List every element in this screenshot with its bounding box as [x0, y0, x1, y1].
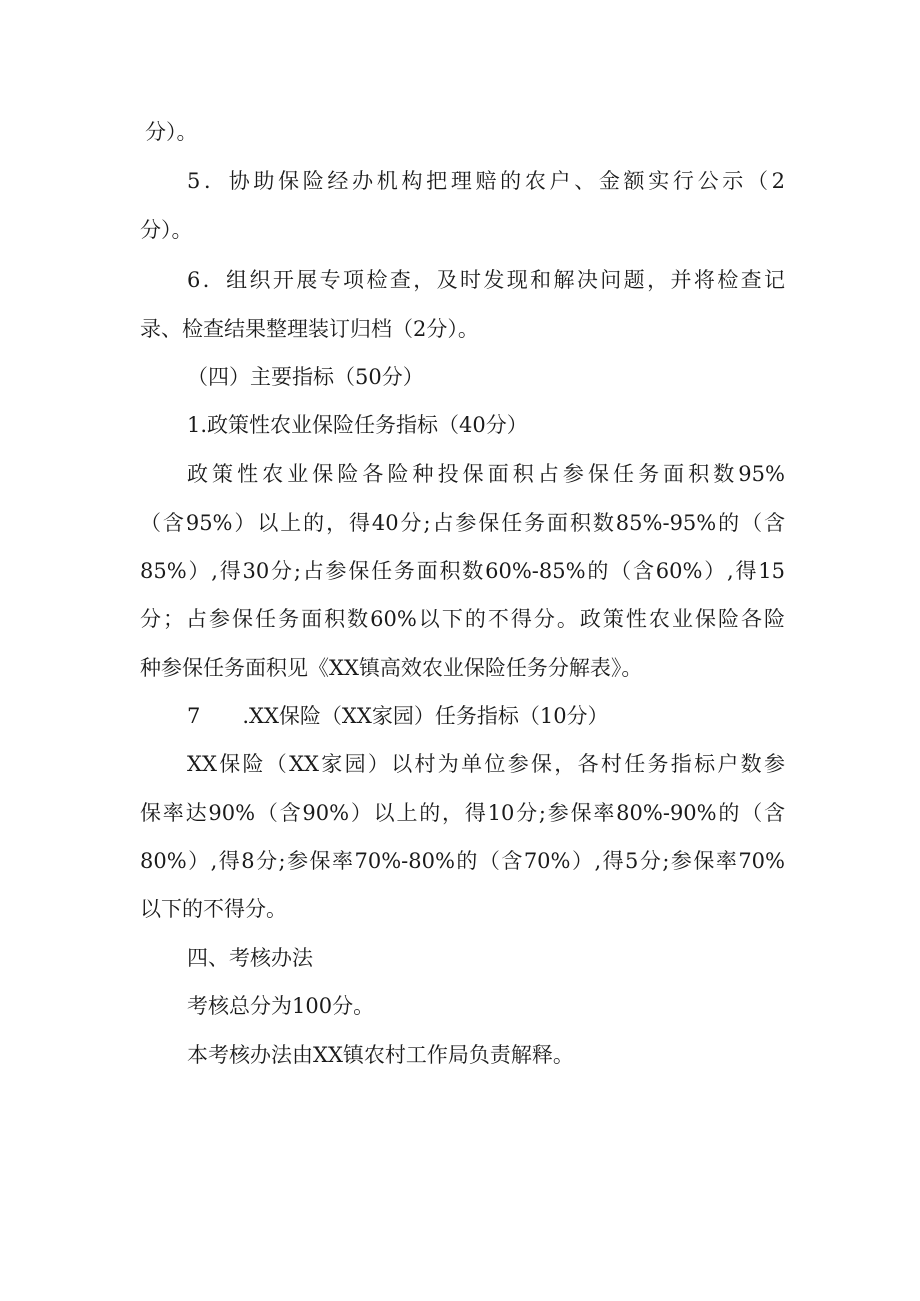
section-heading: （四）主要指标（50分） — [187, 365, 424, 389]
text-line: 分）。 — [140, 218, 193, 242]
subsection-heading: 7 .XX保险（XX家园）任务指标（10分） — [187, 704, 609, 728]
subsection-heading: 1.政策性农业保险任务指标（40分） — [187, 413, 528, 437]
text-line: 考核总分为100分。 — [187, 994, 375, 1018]
text-line: 政策性农业保险各险种投保面积占参保任务面积数95% — [187, 462, 785, 486]
text-line: 分；占参保任务面积数60%以下的不得分。政策性农业保险各险 — [140, 607, 785, 631]
text-line: 种参保任务面积见《XX镇高效农业保险任务分解表》。 — [140, 656, 643, 680]
text-line: 6．组织开展专项检查，及时发现和解决问题，并将检查记 — [187, 268, 785, 292]
text-line: 80%）,得8分;参保率70%-80%的（含70%）,得5分;参保率70% — [140, 849, 785, 873]
text-line: 分）。 — [145, 120, 198, 144]
text-line: 保率达90%（含90%）以上的，得10分;参保率80%-90%的（含 — [140, 801, 785, 825]
text-line: 录、检查结果整理装订归档（2分）。 — [140, 317, 479, 341]
text-line: 85%）,得30分;占参保任务面积数60%-85%的（含60%）,得15 — [140, 559, 785, 583]
section-heading: 四、考核办法 — [187, 946, 313, 970]
text-line: XX保险（XX家园）以村为单位参保，各村任务指标户数参 — [187, 752, 785, 776]
text-line: 本考核办法由XX镇农村工作局负责解释。 — [187, 1043, 574, 1067]
text-line: 以下的不得分。 — [140, 897, 287, 921]
text-line: （含95%）以上的，得40分;占参保任务面积数85%-95%的（含 — [140, 511, 785, 535]
text-line: 5．协助保险经办机构把理赔的农户、金额实行公示（2 — [187, 169, 785, 193]
